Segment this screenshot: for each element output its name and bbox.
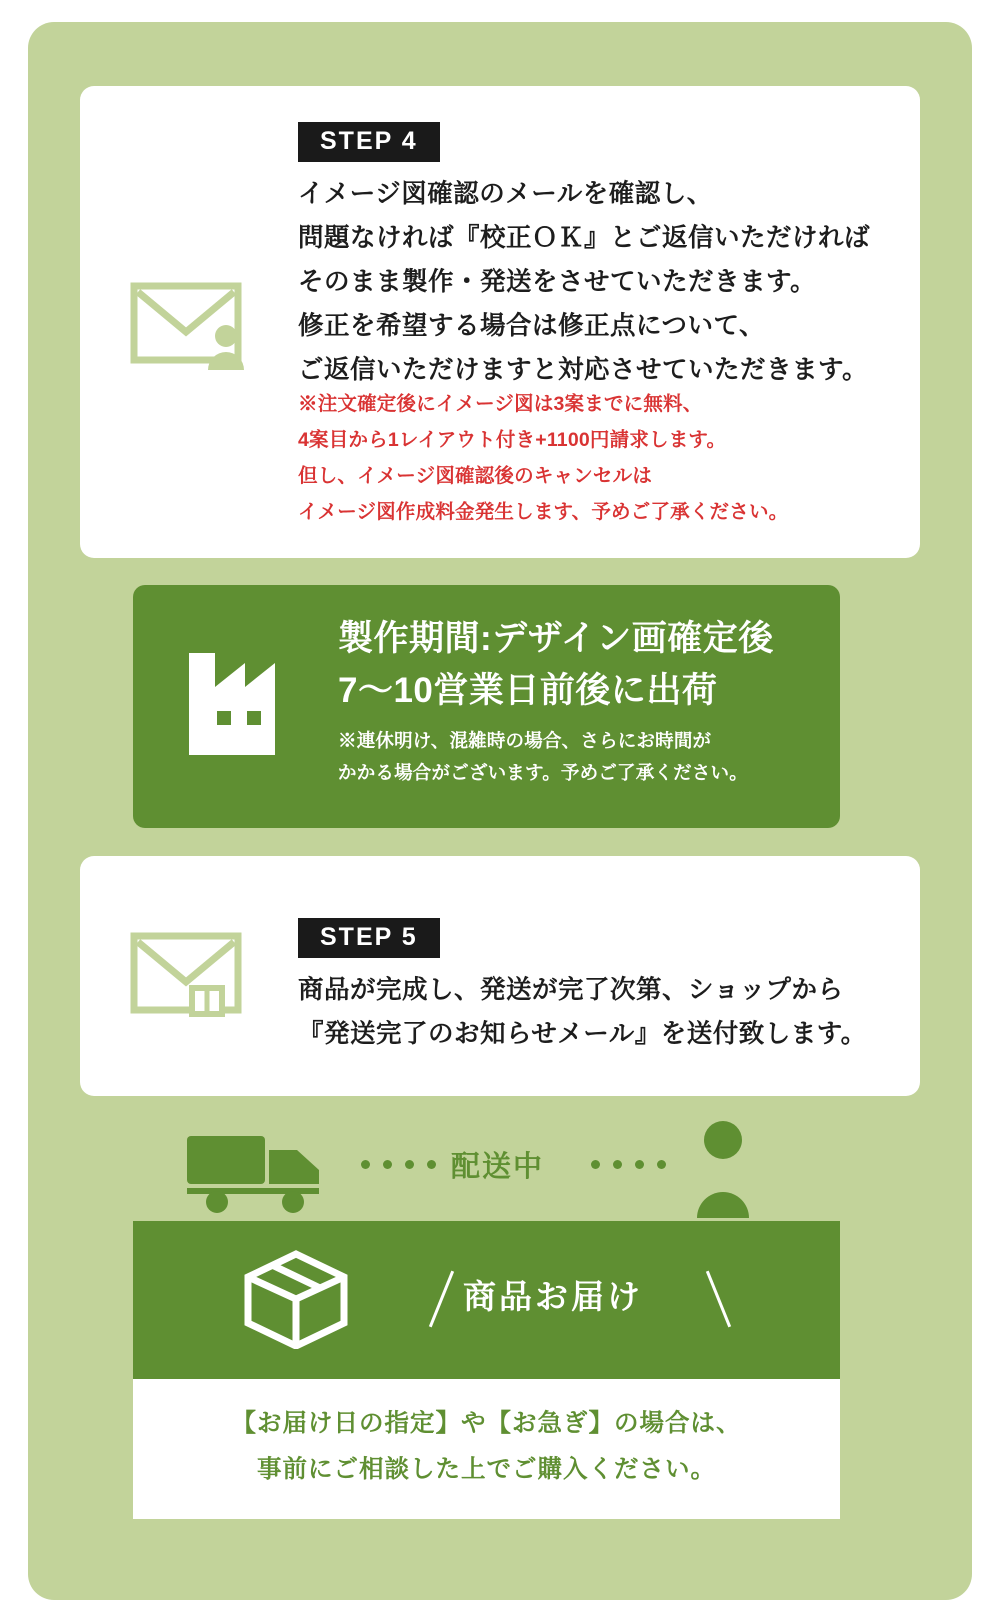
step4-note-line: 但し、イメージ図確認後のキャンセルは	[298, 465, 653, 487]
arrival-label: 商品お届け	[463, 1278, 643, 1315]
delivery-dots-left	[361, 1160, 436, 1169]
production-title-line: 製作期間:デザイン画確定後	[338, 619, 774, 658]
step4-note-line: ※注文確定後にイメージ図は3案までに無料、	[298, 393, 703, 415]
step4-note-line: 4案目から1レイアウト付き+1100円請求します。	[298, 429, 727, 451]
delivery-row	[133, 1116, 840, 1221]
step5-card	[80, 856, 920, 1096]
production-title-line: 7〜10営業日前後に出荷	[338, 671, 718, 710]
production-note-line: ※連休明け、混雑時の場合、さらにお時間が	[338, 730, 712, 751]
dot	[613, 1160, 622, 1169]
factory-icon	[183, 645, 318, 755]
dot	[427, 1160, 436, 1169]
delivery-dots-right	[591, 1160, 666, 1169]
dot	[591, 1160, 600, 1169]
bottom-note-box	[133, 1379, 840, 1519]
step4-note	[298, 386, 898, 530]
arrival-slash-right	[706, 1271, 731, 1328]
production-text-block	[338, 613, 818, 789]
production-period-band	[133, 585, 840, 828]
step4-badge-wrap	[298, 122, 440, 162]
step4-body-line: 問題なければ『校正ＯＫ』とご返信いただければ	[298, 224, 871, 252]
step5-badge-wrap	[298, 918, 440, 958]
person-icon	[693, 1118, 753, 1218]
production-note-line: かかる場合がございます。予めご了承ください。	[338, 762, 748, 783]
dot	[361, 1160, 370, 1169]
dot	[383, 1160, 392, 1169]
delivery-label: 配送中	[451, 1151, 545, 1183]
package-box-icon	[241, 1249, 351, 1349]
step5-body-line: 『発送完了のお知らせメール』を送付致します。	[298, 1020, 867, 1048]
mail-box-icon	[130, 926, 260, 1026]
step5-body	[298, 968, 898, 1056]
truck-icon	[183, 1126, 333, 1216]
arrival-slash-left	[429, 1271, 454, 1328]
step4-card	[80, 86, 920, 558]
step4-note-line: イメージ図作成料金発生します、予めご了承ください。	[298, 501, 789, 523]
step4-body-line: そのまま製作・発送をさせていただきます。	[298, 268, 816, 296]
mail-person-icon	[130, 274, 260, 374]
arrival-band	[133, 1221, 840, 1379]
step4-body-line: イメージ図確認のメールを確認し、	[298, 180, 713, 208]
bottom-note-lines	[133, 1401, 840, 1493]
step4-body	[298, 172, 898, 392]
step4-body-line: ご返信いただけますと対応させていただきます。	[298, 356, 868, 384]
production-note	[338, 725, 818, 789]
step4-body-line: 修正を希望する場合は修正点について、	[298, 312, 765, 340]
dot	[405, 1160, 414, 1169]
dot	[635, 1160, 644, 1169]
step4-badge: STEP 4	[298, 122, 440, 162]
bottom-note-line: 事前にご相談した上でご購入ください。	[257, 1456, 716, 1483]
bottom-note-line: 【お届け日の指定】や【お急ぎ】の場合は、	[231, 1410, 742, 1437]
step5-badge: STEP 5	[298, 918, 440, 958]
step5-body-line: 商品が完成し、発送が完了次第、ショップから	[298, 976, 844, 1004]
dot	[657, 1160, 666, 1169]
